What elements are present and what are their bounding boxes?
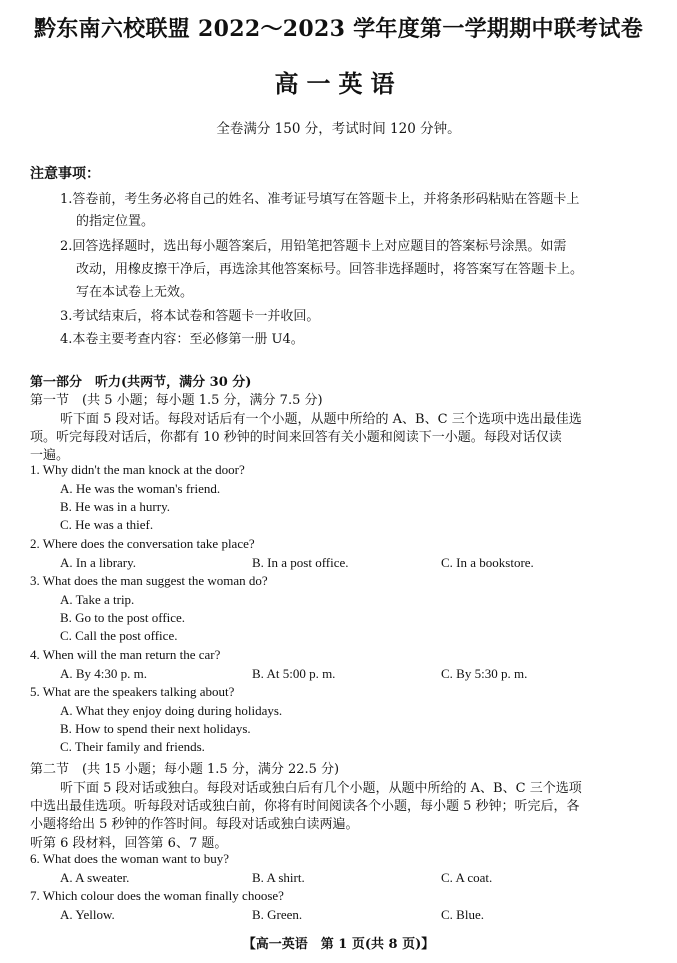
- question-7: 7. Which colour does the woman finally choose?: [30, 888, 284, 903]
- subject-title: 高一英语: [274, 69, 403, 98]
- notice-line: 的指定位置。: [76, 214, 155, 229]
- exam-title: 黔东南六校联盟 2022～2023 学年度第一学期期中联考试卷: [33, 16, 644, 42]
- material-note: 听第 6 段材料，回答第 6、7 题。: [30, 836, 228, 851]
- notice-line: 改动，用橡皮擦干净后，再选涂其他答案标号。回答非选择题时，将答案写在答题卡上。: [76, 262, 584, 277]
- notice-line: 写在本试卷上无效。: [76, 285, 194, 300]
- section2-instructions: 小题将给出 5 秒钟的作答时间。每段对话或独白读两遍。: [30, 817, 359, 832]
- option-4b: B. At 5:00 p. m.: [252, 666, 336, 681]
- section2-instructions: 中选出最佳选项。听每段对话或独白前，你将有时间阅读各个小题，每小题 5 秒钟；听完后，各: [30, 799, 580, 814]
- option-1a: A. He was the woman's friend.: [60, 481, 221, 496]
- question-1: 1. Why didn't the man knock at the door?: [30, 462, 245, 477]
- option-7b: B. Green.: [252, 907, 303, 922]
- option-3a: A. Take a trip.: [60, 592, 135, 607]
- section2-instructions: 听下面 5 段对话或独白。每段对话或独白后有几个小题，从题中所给的 A、B、C 三个选项: [60, 781, 582, 796]
- notice-line: 3.考试结束后，将本试卷和答题卡一并收回。: [60, 309, 320, 324]
- option-6c: C. A coat.: [441, 870, 493, 885]
- exam-info: 全卷满分 150 分，考试时间 120 分钟。: [216, 121, 461, 137]
- notice-line: 1.答卷前，考生务必将自己的姓名、准考证号填写在答题卡上，并将条形码粘贴在答题卡上: [60, 192, 580, 207]
- option-2a: A. In a library.: [60, 555, 137, 570]
- question-2: 2. Where does the conversation take place?: [30, 536, 255, 551]
- option-2c: C. In a bookstore.: [441, 555, 534, 570]
- option-1b: B. He was in a hurry.: [60, 499, 170, 514]
- question-5: 5. What are the speakers talking about?: [30, 684, 235, 699]
- question-4: 4. When will the man return the car?: [30, 647, 221, 662]
- section1-instructions: 项。听完每段对话后，你都有 10 秒钟的时间来回答有关小题和阅读下一小题。每段对话仅读: [30, 430, 562, 445]
- option-1c: C. He was a thief.: [60, 517, 154, 532]
- section1-instructions: 一遍。: [30, 448, 70, 463]
- section2-heading: 第二节 (共 15 小题；每小题 1.5 分，满分 22.5 分): [30, 762, 340, 777]
- question-6: 6. What does the woman want to buy?: [30, 851, 230, 866]
- page-footer: 【高一英语 第 1 页(共 8 页)】: [242, 937, 435, 952]
- option-2b: B. In a post office.: [252, 555, 349, 570]
- option-7c: C. Blue.: [441, 907, 484, 922]
- notice-line: 2.回答选择题时，选出每小题答案后，用铅笔把答题卡上对应题目的答案标号涂黑。如需: [60, 239, 567, 254]
- option-4c: C. By 5:30 p. m.: [441, 666, 528, 681]
- option-3b: B. Go to the post office.: [60, 610, 186, 625]
- notice-line: 4.本卷主要考查内容：至必修第一册 U4。: [60, 332, 304, 347]
- option-3c: C. Call the post office.: [60, 628, 178, 643]
- option-5b: B. How to spend their next holidays.: [60, 721, 251, 736]
- option-4a: A. By 4:30 p. m.: [60, 666, 148, 681]
- section1-heading: 第一节 (共 5 小题；每小题 1.5 分，满分 7.5 分): [30, 393, 323, 408]
- option-5a: A. What they enjoy doing during holidays.: [60, 703, 283, 718]
- option-6b: B. A shirt.: [252, 870, 305, 885]
- option-5c: C. Their family and friends.: [60, 739, 205, 754]
- option-6a: A. A sweater.: [60, 870, 130, 885]
- notice-heading: 注意事项：: [30, 166, 100, 182]
- section1-instructions: 听下面 5 段对话。每段对话后有一个小题，从题中所给的 A、B、C 三个选项中选出最佳选: [60, 412, 582, 427]
- option-7a: A. Yellow.: [60, 907, 115, 922]
- part1-heading: 第一部分 听力(共两节，满分 30 分): [30, 375, 252, 390]
- question-3: 3. What does the man suggest the woman do?: [30, 573, 268, 588]
